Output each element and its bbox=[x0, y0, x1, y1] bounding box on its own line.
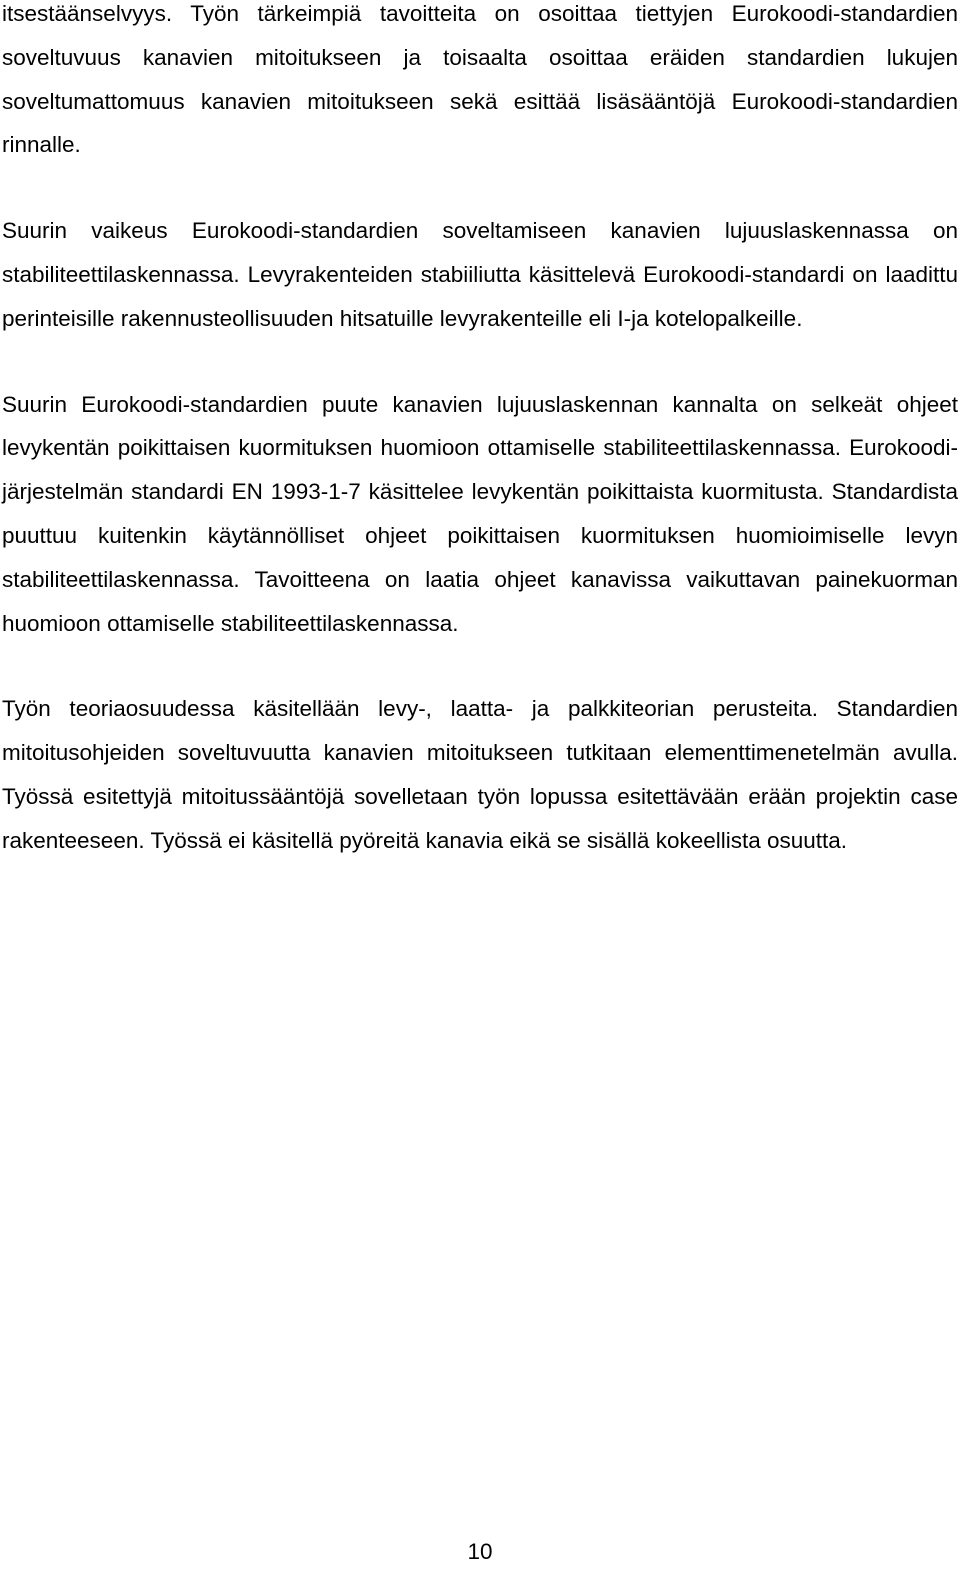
paragraph-3: Suurin Eurokoodi-standardien puute kanavien lujuuslaskennan kannalta on selkeät ohjeet levykentän poikittaisen kuormituksen huomioon ottamiselle stabiliteettilaskennassa. Eurokoodi-järjestelmän standardi EN 1993-1-7 käsittelee levykentän poikittaista kuormitusta. Standardista puuttuu kuitenkin käytännölliset ohjeet poikittaisen kuormituksen huomioimiselle levyn stabiliteettilaskennassa. Tavoitteena on laatia ohjeet kanavissa vaikuttavan painekuorman huomioon ottamiselle stabiliteettilaskennassa. bbox=[2, 391, 958, 636]
body-text bbox=[2, 0, 958, 905]
paragraph-1: itsestäänselvyys. Työn tärkeimpiä tavoitteita on osoittaa tiettyjen Eurokoodi-standardien soveltuvuus kanavien mitoitukseen ja toisaalta osoittaa eräiden standardien lukujen soveltumattomuus kanavien mitoitukseen sekä esittää lisäsääntöjä Eurokoodi-standardien rinnalle. bbox=[2, 1, 958, 158]
paragraph-2: Suurin vaikeus Eurokoodi-standardien soveltamiseen kanavien lujuuslaskennassa on stabiliteettilaskennassa. Levyrakenteiden stabiiliutta käsittelevä Eurokoodi-standardi on laadittu perinteisille rakennusteollisuuden hitsatuille levyrakenteille eli I-ja kotelopalkeille. bbox=[2, 218, 958, 331]
paragraph-4: Työn teoriaosuudessa käsitellään levy-, laatta- ja palkkiteorian perusteita. Standardien mitoitusohjeiden soveltuvuutta kanavien mitoitukseen tutkitaan elementtimenetelmän avulla. Työssä esitettyjä mitoitussääntöjä sovelletaan työn lopussa esitettävään erään projektin case rakenteeseen. Työssä ei käsitellä pyöreitä kanavia eikä se sisällä kokeellista osuutta. bbox=[2, 696, 958, 853]
page-number: 10 bbox=[467, 1539, 493, 1564]
